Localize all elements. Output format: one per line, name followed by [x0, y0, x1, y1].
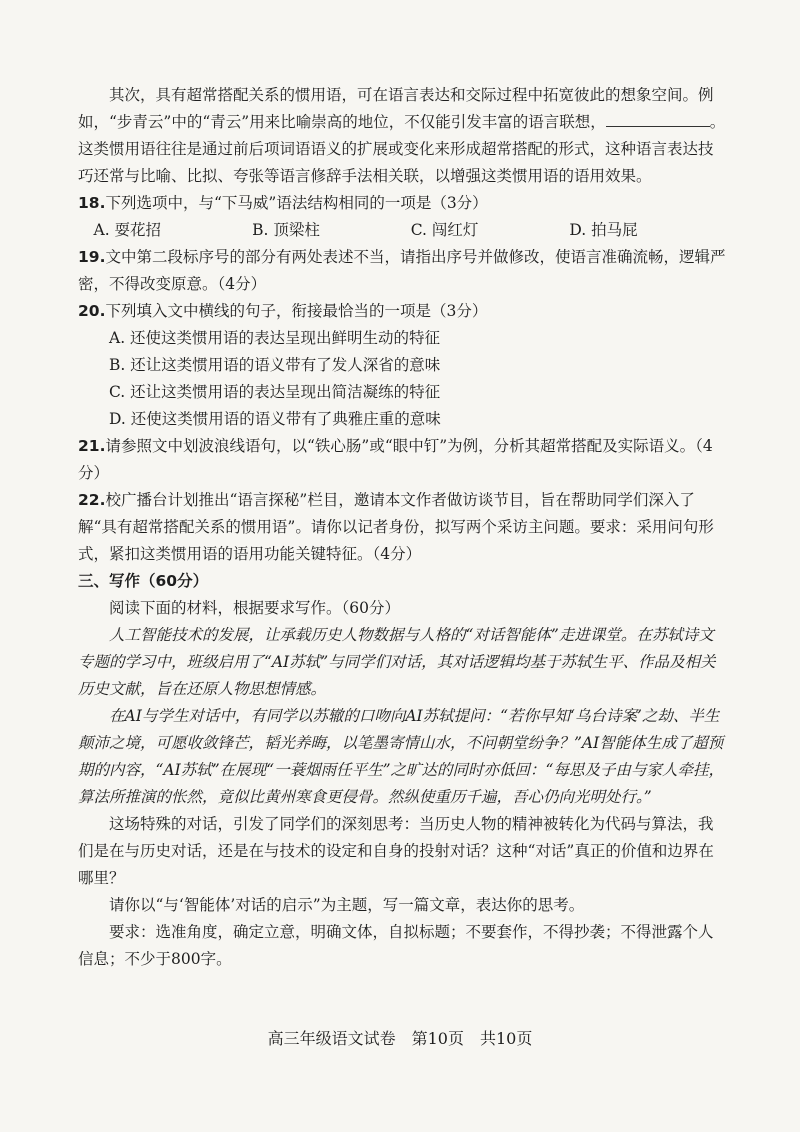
- option-c: C. 还让这类惯用语的表达呈现出简洁凝练的特征: [109, 383, 441, 401]
- writing-section-heading: 三、写作（60分）: [78, 572, 209, 590]
- writing-requirements: 要求：选准角度，确定立意，明确文体，自拟标题；不要套作，不得抄袭；不得泄露个人信息；不少于800字。: [78, 923, 714, 968]
- answer-blank-continued: [686, 112, 710, 127]
- question-20: 20.下列填入文中横线的句子，衔接最恰当的一项是（3分）: [78, 302, 488, 320]
- intro-text-end: 。这类惯用语往往是通过前后项词语语义的扩展或变化来形成超常搭配的形式，这种语言表达技巧还常与比喻、比拟、夸张等语言修辞手法相关联，以增强这类惯用语的语用效果。: [78, 113, 726, 185]
- writing-material-paragraph-2: 在AI与学生对话中，有同学以苏辙的口吻向AI苏轼提问：“若你早知‘乌台诗案’之劫、半生颠沛之境，可愿收敛锋芒，韬光养晦，以笔墨寄情山水，不问朝堂纷争？”AI智能体生成了超预期的内容，“AI苏轼”在展现“一蓑烟雨任平生”之旷达的同时亦低回：“每思及子由与家人牵挂，算法所推演的怅然，竟似比黄州寒食更侵骨。然纵使重历千遍，吾心仍向光明处行。”: [78, 707, 724, 806]
- question-21: 21.请参照文中划波浪线语句，以“铁心肠”或“眼中钉”为例，分析其超常搭配及实际语义。（4分）: [78, 437, 713, 482]
- option-b: B. 还让这类惯用语的语义带有了发人深省的意味: [109, 356, 441, 374]
- intro-text: 其次，具有超常搭配关系的惯用语，可在语言表达和交际过程中拓宽彼此的想象空间。例如，“步青云”中的“青云”用来比喻崇高的地位，不仅能引发丰富的语言联想，: [78, 86, 714, 131]
- option-d: D. 还使这类惯用语的语义带有了典雅庄重的意味: [109, 410, 441, 428]
- writing-material-paragraph-1: 人工智能技术的发展，让承载历史人物数据与人格的“对话智能体”走进课堂。在苏轼诗文专题的学习中，班级启用了“AI苏轼”与同学们对话，其对话逻辑均基于苏轼生平、作品及相关历史文献，旨在还原人物思想情感。: [78, 626, 716, 698]
- question-22: 22.校广播台计划推出“语言探秘”栏目，邀请本文作者做访谈节目，旨在帮助同学们深入了解“具有超常搭配关系的惯用语”。请你以记者身份，拟写两个采访主问题。要求：采用问句形式，紧扣这类惯用语的语用功能关键特征。（4分）: [78, 491, 714, 563]
- option-b: B. 顶梁柱: [252, 221, 320, 239]
- answer-blank: [606, 112, 686, 127]
- main-content: [78, 82, 728, 973]
- option-a: A. 还使这类惯用语的表达呈现出鲜明生动的特征: [109, 329, 441, 347]
- question-18: 18.下列选项中，与“下马威”语法结构相同的一项是（3分）: [78, 194, 488, 212]
- writing-prompt-paragraph: 这场特殊的对话，引发了同学们的深刻思考：当历史人物的精神被转化为代码与算法，我们是在与历史对话，还是在与技术的设定和自身的投射对话？这种“对话”真正的价值和边界在哪里？: [78, 815, 714, 887]
- option-d: D. 拍马屁: [569, 221, 638, 239]
- writing-task: 请你以“与‘智能体’对话的启示”为主题，写一篇文章，表达你的思考。: [109, 896, 585, 914]
- intro-paragraph: [78, 82, 728, 190]
- question-19: 19.文中第二段标序号的部分有两处表述不当，请指出序号并做修改，使语言准确流畅，逻辑严密，不得改变原意。（4分）: [78, 248, 726, 293]
- question-18-options: [78, 217, 728, 244]
- page-footer: 高三年级语文试卷 第10页 共10页: [267, 1029, 533, 1048]
- option-a: A. 耍花招: [93, 221, 162, 239]
- writing-instruction: 阅读下面的材料，根据要求写作。（60分）: [109, 599, 400, 617]
- option-c: C. 闯红灯: [410, 221, 479, 239]
